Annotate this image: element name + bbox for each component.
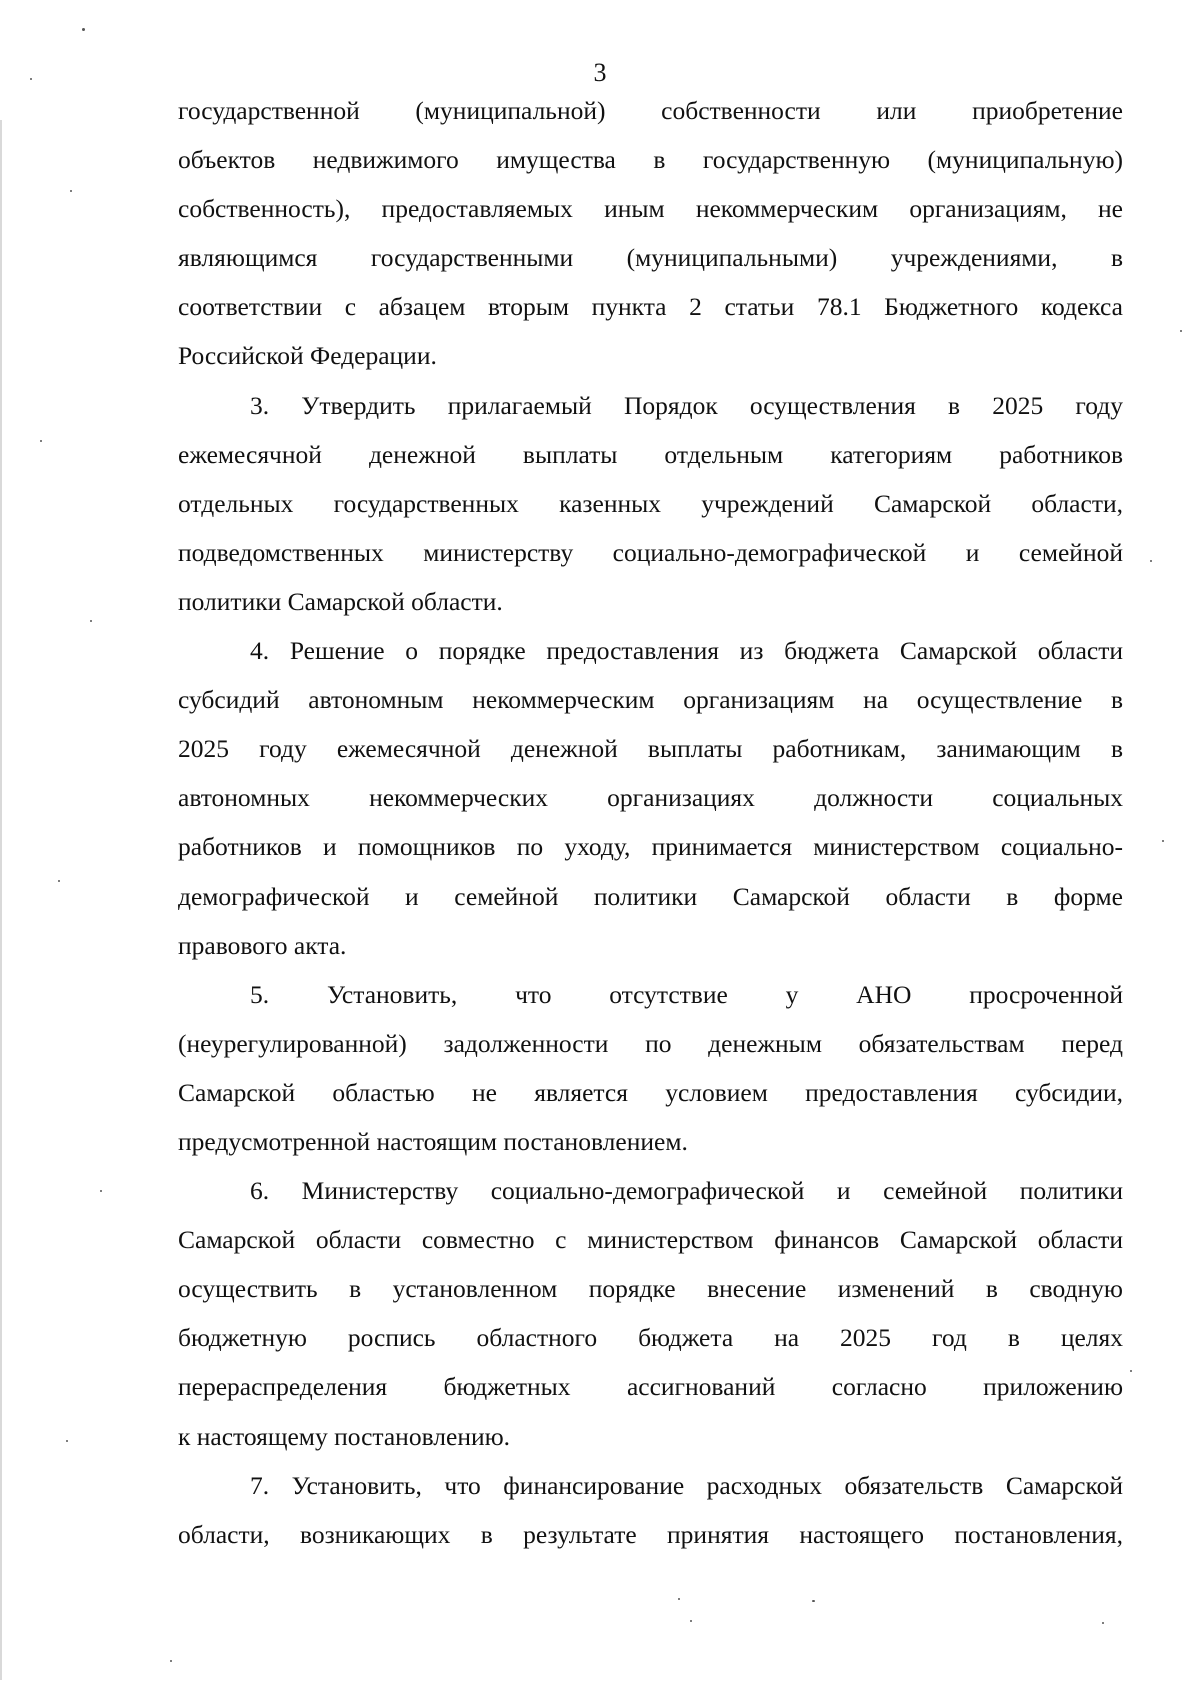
scan-speck: [1180, 330, 1182, 332]
text-line: государственной (муниципальной) собственности или приобретение: [178, 96, 1123, 125]
scan-speck: [40, 440, 42, 442]
text-line: 2025 году ежемесячной денежной выплаты работникам, занимающим в: [178, 734, 1123, 764]
scan-edge-shadow: [0, 120, 2, 1680]
text-line: бюджетную роспись областного бюджета на 2025 год в целях: [178, 1323, 1123, 1353]
scan-speck: [30, 78, 32, 80]
text-line: Самарской областью не является условием предоставления субсидии,: [178, 1077, 1123, 1107]
text-line: к настоящему постановлению.: [178, 1421, 511, 1451]
text-line: отдельных государственных казенных учреждений Самарской области,: [178, 488, 1123, 518]
text-line: Российской Федерации.: [178, 341, 437, 371]
paragraph-4-first-line: 4. Решение о порядке предоставления из бюджета Самарской области: [250, 636, 1123, 666]
paragraph-5-first-line: 5. Установить, что отсутствие у АНО просроченной: [250, 979, 1123, 1009]
page-number: 3: [593, 58, 607, 87]
text-line: области, возникающих в результате принятия настоящего постановления,: [178, 1519, 1123, 1549]
text-line: правового акта.: [178, 930, 347, 960]
scan-speck: [1150, 560, 1152, 562]
scan-speck: [1130, 1370, 1132, 1372]
scan-speck: [812, 1600, 815, 1602]
text-line: подведомственных министерству социально-демографической и семейной: [178, 537, 1123, 567]
scan-speck: [100, 1190, 102, 1192]
text-line: соответствии с абзацем вторым пункта 2 статьи 78.1 Бюджетного кодекса: [178, 292, 1123, 322]
paragraph-6-first-line: 6. Министерству социально-демографической и семейной политики: [250, 1176, 1123, 1206]
text-line: предусмотренной настоящим постановлением.: [178, 1126, 688, 1156]
scan-speck: [678, 1598, 680, 1600]
document-body: [178, 86, 1123, 1559]
scan-speck: [66, 1440, 68, 1442]
scan-speck: [1162, 840, 1164, 842]
scan-speck: [170, 1660, 172, 1662]
text-line: объектов недвижимого имущества в государственную (муниципальную): [178, 145, 1123, 175]
text-line: работников и помощников по уходу, принимается министерством социально-: [178, 832, 1123, 862]
scan-speck: [58, 880, 60, 882]
scan-speck: [90, 620, 92, 622]
text-line: перераспределения бюджетных ассигнований согласно приложению: [178, 1372, 1123, 1402]
text-line: политики Самарской области.: [178, 586, 503, 616]
scan-speck: [690, 1620, 692, 1622]
text-line: ежемесячной денежной выплаты отдельным категориям работников: [178, 439, 1123, 469]
text-line: демографической и семейной политики Самарской области в форме: [178, 881, 1123, 911]
scan-speck: [1102, 1622, 1104, 1624]
text-line: субсидий автономным некоммерческим организациям на осуществление в: [178, 685, 1123, 715]
text-line: (неурегулированной) задолженности по денежным обязательствам перед: [178, 1028, 1123, 1058]
text-line: осуществить в установленном порядке внесение изменений в сводную: [178, 1274, 1123, 1304]
text-line: автономных некоммерческих организациях должности социальных: [178, 783, 1123, 813]
text-line: Самарской области совместно с министерством финансов Самарской области: [178, 1225, 1123, 1255]
text-line: являющимся государственными (муниципальными) учреждениями, в: [178, 243, 1123, 273]
scan-speck: [82, 28, 85, 31]
text-line: собственность), предоставляемых иным некоммерческим организациям, не: [178, 194, 1123, 224]
paragraph-7-first-line: 7. Установить, что финансирование расходных обязательств Самарской: [250, 1470, 1123, 1500]
scan-speck: [70, 190, 72, 192]
paragraph-3-first-line: 3. Утвердить прилагаемый Порядок осуществления в 2025 году: [250, 390, 1123, 420]
